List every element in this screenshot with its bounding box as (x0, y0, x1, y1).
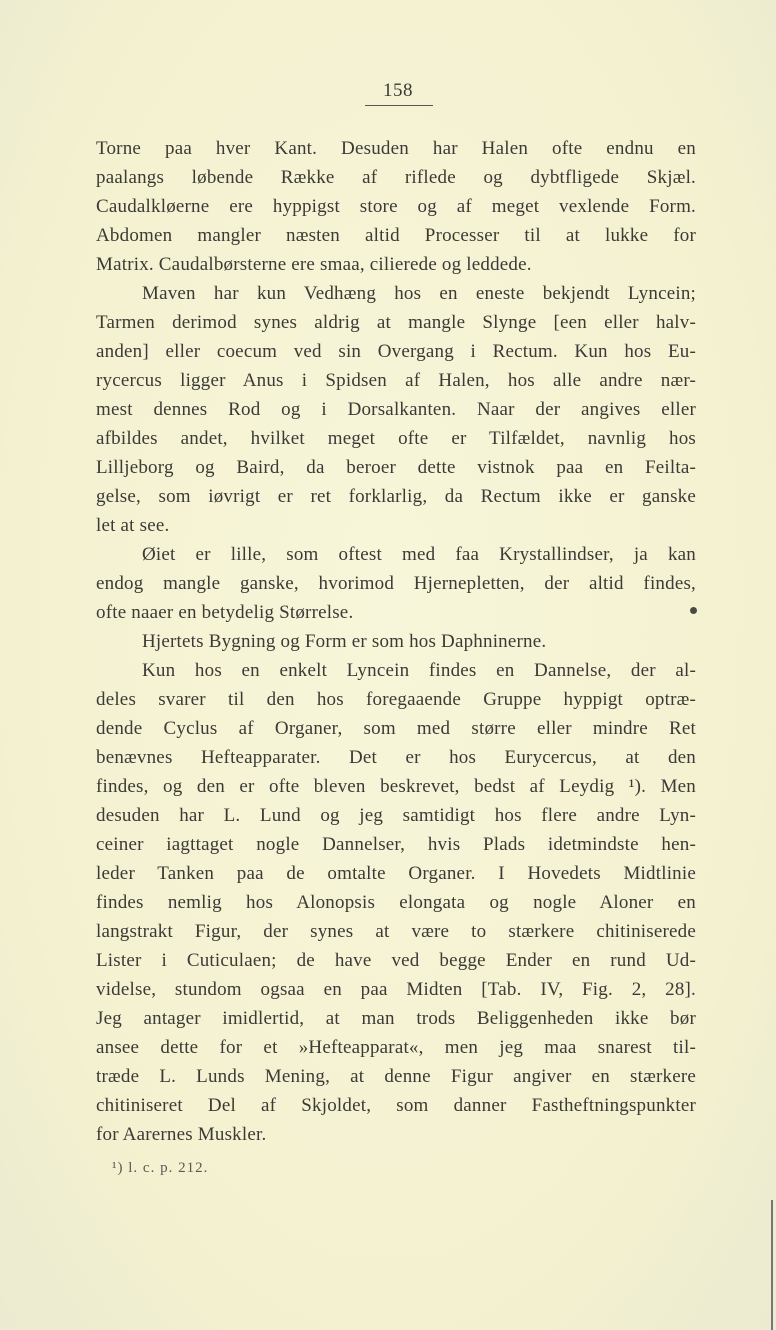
text-line: mest dennes Rod og i Dorsalkanten. Naar der angives eller (96, 399, 696, 420)
text-line: Kun hos en enkelt Lyncein findes en Dannelse, der al- (142, 660, 696, 681)
text-line: endog mangle ganske, hvorimod Hjernepletten, der altid findes, (96, 573, 696, 594)
text-line: ofte naaer en betydelig Størrelse. (96, 602, 354, 623)
text-line: Torne paa hver Kant. Desuden har Halen ofte endnu en (96, 138, 696, 159)
text-line: Matrix. Caudalbørsterne ere smaa, cilierede og leddede. (96, 254, 532, 275)
text-line: Tarmen derimod synes aldrig at mangle Slynge [een eller halv- (96, 312, 696, 333)
page-number-rule (365, 105, 433, 106)
text-line: Lilljeborg og Baird, da beroer dette vistnok paa en Feilta- (96, 457, 696, 478)
text-line: Jeg antager imidlertid, at man trods Beliggenheden ikke bør (96, 1008, 696, 1029)
footnote: ¹) l. c. p. 212. (112, 1160, 209, 1176)
text-line: dende Cyclus af Organer, som med større eller mindre Ret (96, 718, 696, 739)
text-line: findes nemlig hos Alonopsis elongata og nogle Aloner en (96, 892, 696, 913)
body-text (96, 134, 696, 1149)
text-line: for Aarernes Muskler. (96, 1124, 267, 1145)
text-line: ansee dette for et »Hefteapparat«, men jeg maa snarest til- (96, 1037, 696, 1058)
text-line: afbildes andet, hvilket meget ofte er Tilfældet, navnlig hos (96, 428, 696, 449)
text-line: deles svarer til den hos foregaaende Gruppe hyppigt optræ- (96, 689, 696, 710)
text-line: Lister i Cuticulaen; de have ved begge Ender en rund Ud- (96, 950, 696, 971)
text-line: rycercus ligger Anus i Spidsen af Halen, hos alle andre nær- (96, 370, 696, 391)
text-line: Øiet er lille, som oftest med faa Krystallindser, ja kan (142, 544, 696, 565)
text-line: paalangs løbende Række af riflede og dybtfligede Skjæl. (96, 167, 696, 188)
text-line: gelse, som iøvrigt er ret forklarlig, da Rectum ikke er ganske (96, 486, 696, 507)
text-line: chitiniseret Del af Skjoldet, som danner Fastheftningspunkter (96, 1095, 696, 1116)
text-line: træde L. Lunds Mening, at denne Figur angiver en stærkere (96, 1066, 696, 1087)
text-line: langstrakt Figur, der synes at være to stærkere chitiniserede (96, 921, 696, 942)
ink-dot (690, 607, 697, 614)
text-line: let at see. (96, 515, 170, 536)
text-line: anden] eller coecum ved sin Overgang i Rectum. Kun hos Eu- (96, 341, 696, 362)
text-line: leder Tanken paa de omtalte Organer. I Hovedets Midtlinie (96, 863, 696, 884)
text-line: Hjertets Bygning og Form er som hos Daphninerne. (142, 631, 547, 652)
text-line: Caudalkløerne ere hyppigst store og af meget vexlende Form. (96, 196, 696, 217)
text-line: Maven har kun Vedhæng hos en eneste bekjendt Lyncein; (142, 283, 696, 304)
text-line: videlse, stundom ogsaa en paa Midten [Tab. IV, Fig. 2, 28]. (96, 979, 696, 1000)
text-line: findes, og den er ofte bleven beskrevet, bedst af Leydig ¹). Men (96, 776, 696, 797)
text-line: Abdomen mangler næsten altid Processer til at lukke for (96, 225, 696, 246)
text-line: desuden har L. Lund og jeg samtidigt hos flere andre Lyn- (96, 805, 696, 826)
page-number: 158 (383, 80, 413, 101)
text-line: benævnes Hefteapparater. Det er hos Eurycercus, at den (96, 747, 696, 768)
page-edge-mark (771, 1200, 773, 1330)
text-line: ceiner iagttaget nogle Dannelser, hvis Plads idetmindste hen- (96, 834, 696, 855)
